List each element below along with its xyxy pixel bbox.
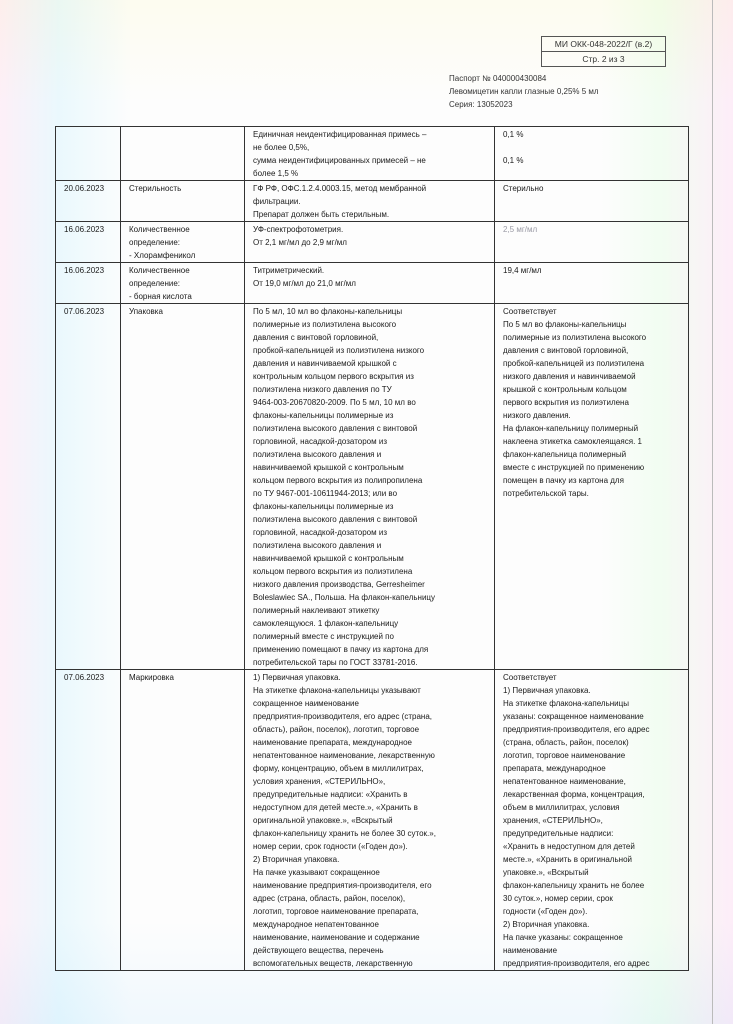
cell-line: 2) Вторичная упаковка. [503, 920, 590, 929]
cell-line: полимерные из полиэтилена высокого [503, 333, 647, 342]
cell-line: предприятия-производителя, его адрес [503, 959, 650, 968]
cell-line: пробкой-капельницей из полиэтилена низкого [253, 346, 425, 355]
cell-line: полимерные из полиэтилена высокого [253, 320, 397, 329]
test-name-cell [121, 263, 245, 304]
method-cell [245, 181, 495, 222]
cell-line: На этикетке флакона-капельницы указывают [253, 686, 421, 695]
cell-line: навинчиваемой крышкой с контрольным [253, 463, 404, 472]
cell-line: На этикетке флакона-капельницы [503, 699, 629, 708]
cell-line: наименование, наименование и содержание [253, 933, 420, 942]
date-cell [56, 670, 121, 971]
cell-line: недоступном для детей месте.», «Хранить в [253, 803, 418, 812]
cell-line: На пачке указаны: сокращенное [503, 933, 623, 942]
cell-line: полиэтилена высокого давления с винтовой [253, 424, 418, 433]
cell-line: определение: [129, 279, 181, 288]
cell-line: УФ-спектрофотометрия. [253, 225, 344, 234]
cell-line: первого вскрытия из полиэтилена [503, 398, 629, 407]
cell-line: кольцом первого вскрытия из полиэтилена [253, 567, 413, 576]
cell-line: потребительской тары по ГОСТ 33781-2016. [253, 658, 418, 667]
cell-line: Количественное [129, 266, 190, 275]
cell-line: применению помещают в пачку из картона для [253, 645, 429, 654]
cell-line: логотип, торговое наименование препарата, [253, 907, 419, 916]
cell-line: Титриметрический. [253, 266, 325, 275]
date-cell [56, 127, 121, 181]
cell-line: Boleslawiec SA., Польша. На флакон-капельницу [253, 593, 436, 602]
cell-line: полиэтилена высокого давления и [253, 450, 382, 459]
test-results-table [55, 126, 689, 971]
cell-line: сокращенное наименование [253, 699, 359, 708]
cell-line: хранения, «СТЕРИЛЬНО», [503, 816, 603, 825]
test-name-cell [121, 181, 245, 222]
cell-line: - борная кислота [129, 292, 192, 301]
cell-line: условия хранения, «СТЕРИЛЬНО», [253, 777, 386, 786]
cell-line [64, 128, 116, 141]
cell-line: предприятия-производителя, его адрес [503, 725, 650, 734]
cell-line: по ТУ 9467-001-10611944-2013; или во [253, 489, 398, 498]
cell-line: От 2,1 мг/мл до 2,9 мг/мл [253, 238, 347, 247]
cell-line: На флакон-капельницу полимерный [503, 424, 639, 433]
document-code: МИ ОКК-048-2022/Г (в.2) [554, 39, 653, 49]
cell-line: номер серии, срок годности («Годен до»). [253, 842, 408, 851]
cell-line: международное непатентованное [253, 920, 379, 929]
cell-line: Стерильность [129, 184, 182, 193]
cell-line: непатентованное наименование, лекарственную [253, 751, 435, 760]
test-name-cell [121, 670, 245, 971]
cell-line: 07.06.2023 [64, 673, 105, 682]
cell-line: предупредительные надписи: «Хранить в [253, 790, 408, 799]
method-cell [245, 263, 495, 304]
page-edge [712, 0, 713, 1024]
cell-line: область), район, поселок), логотип, торговое [253, 725, 420, 734]
result-cell [495, 181, 689, 222]
cell-line: 1) Первичная упаковка. [253, 673, 341, 682]
cell-line: Упаковка [129, 307, 163, 316]
cell-line: Стерильно [503, 184, 544, 193]
cell-line: Соответствует [503, 673, 557, 682]
cell-line: самоклеящуюся. 1 флакон-капельницу [253, 619, 399, 628]
result-cell [495, 304, 689, 670]
cell-line: 2) Вторичная упаковка. [253, 855, 340, 864]
cell-line: флакон-капельницу хранить не более [503, 881, 645, 890]
cell-line: помещен в пачку из картона для [503, 476, 624, 485]
cell-line: фильтрации. [253, 197, 301, 206]
date-cell [56, 263, 121, 304]
document-code-box [541, 36, 666, 67]
cell-line: адрес (страна, область, район, поселок), [253, 894, 406, 903]
method-cell [245, 304, 495, 670]
cell-line: годности («Годен до»). [503, 907, 588, 916]
cell-line: определение: [129, 238, 181, 247]
cell-line: форму, концентрацию, объем в миллилитрах, [253, 764, 424, 773]
cell-line: наименование предприятия-производителя, его [253, 881, 432, 890]
cell-line: полиэтилена высокого давления с винтовой [253, 515, 418, 524]
table-row [56, 670, 689, 971]
cell-line: полимерный вместе с инструкцией по [253, 632, 394, 641]
cell-line: флаконы-капельницы полимерные из [253, 502, 394, 511]
cell-line: 1) Первичная упаковка. [503, 686, 591, 695]
cell-line: наименование [503, 946, 558, 955]
result-cell [495, 670, 689, 971]
cell-line: горловиной, насадкой-дозатором из [253, 528, 387, 537]
cell-line: вместе с инструкцией по применению [503, 463, 645, 472]
cell-line: кольцом первого вскрытия из полипропилена [253, 476, 423, 485]
cell-line: 16.06.2023 [64, 225, 105, 234]
cell-line: полиэтилена низкого давления по ТУ [253, 385, 392, 394]
table-row [56, 304, 689, 670]
cell-line: 16.06.2023 [64, 266, 105, 275]
cell-line: логотип, торговое наименование [503, 751, 626, 760]
cell-line: флаконы-капельницы полимерные из [253, 411, 394, 420]
cell-line: Соответствует [503, 307, 557, 316]
cell-line: горловиной, насадкой-дозатором из [253, 437, 387, 446]
cell-line: давления с винтовой горловиной, [503, 346, 629, 355]
cell-line: 30 суток.», номер серии, срок [503, 894, 613, 903]
test-name-cell [121, 222, 245, 263]
result-cell [495, 263, 689, 304]
cell-line: навинчиваемой крышкой с контрольным [253, 554, 404, 563]
cell-line: наклеена этикетка самоклеящаяся. 1 [503, 437, 642, 446]
cell-line: 0,1 % [503, 130, 524, 139]
date-cell [56, 222, 121, 263]
cell-line: низкого давления производства, Gerresheimer [253, 580, 425, 589]
cell-line: вспомогательных веществ, лекарственную [253, 959, 413, 968]
series-number: Серия: 13052023 [449, 100, 513, 109]
cell-line: 20.06.2023 [64, 184, 105, 193]
cell-line: крышкой с контрольным кольцом [503, 385, 627, 394]
cell-line: препарата, международное [503, 764, 606, 773]
cell-line: наименование препарата, международное [253, 738, 412, 747]
cell-line: На пачке указывают сокращенное [253, 868, 380, 877]
cell-line: давления с винтовой горловиной, [253, 333, 379, 342]
cell-line: низкого давления. [503, 411, 571, 420]
cell-line: сумма неидентифицированных примесей – не [253, 156, 426, 165]
cell-line: Препарат должен быть стерильным. [253, 210, 390, 219]
cell-line: лекарственная форма, концентрация, [503, 790, 645, 799]
cell-line: По 5 мл во флаконы-капельницы [503, 320, 627, 329]
table-row [56, 222, 689, 263]
table-row [56, 127, 689, 181]
cell-line: действующего вещества, перечень [253, 946, 384, 955]
cell-line: «Хранить в недоступном для детей [503, 842, 635, 851]
cell-line: полиэтилена высокого давления и [253, 541, 382, 550]
cell-line: упаковке.», «Вскрытый [503, 868, 589, 877]
cell-line: непатентованное наименование, [503, 777, 626, 786]
cell-line: 07.06.2023 [64, 307, 105, 316]
method-cell [245, 127, 495, 181]
cell-line: пробкой-капельницей из полиэтилена [503, 359, 645, 368]
method-cell [245, 222, 495, 263]
page-number: Стр. 2 из 3 [542, 51, 665, 66]
cell-line: месте.», «Хранить в оригинальной [503, 855, 632, 864]
cell-line: флакон-капельницу хранить не более 30 суток.», [253, 829, 436, 838]
cell-line: По 5 мл, 10 мл во флаконы-капельницы [253, 307, 403, 316]
result-cell [495, 222, 689, 263]
passport-header [449, 72, 599, 111]
cell-line: Количественное [129, 225, 190, 234]
date-cell [56, 181, 121, 222]
cell-line: 9464-003-20670820-2009. По 5 мл, 10 мл во [253, 398, 416, 407]
table-row [56, 263, 689, 304]
cell-line: ГФ РФ, ОФС.1.2.4.0003.15, метод мембранной [253, 184, 427, 193]
cell-line: 0,1 % [503, 156, 524, 165]
cell-line: указаны: сокращенное наименование [503, 712, 644, 721]
date-cell [56, 304, 121, 670]
test-name-cell [121, 304, 245, 670]
cell-line: низкого давления и навинчиваемой [503, 372, 636, 381]
test-name-cell [121, 127, 245, 181]
cell-line: 2,5 мг/мл [503, 225, 538, 234]
cell-line: не более 0,5%, [253, 143, 310, 152]
table-row [56, 181, 689, 222]
cell-line: контрольным кольцом первого вскрытия из [253, 372, 414, 381]
cell-line: предупредительные надписи: [503, 829, 614, 838]
cell-line: объем в миллилитрах, условия [503, 803, 620, 812]
cell-line [503, 141, 684, 154]
cell-line: предприятия-производителя, его адрес (страна, [253, 712, 432, 721]
cell-line: потребительской тары. [503, 489, 589, 498]
passport-number: Паспорт № 040000430084 [449, 74, 547, 83]
result-cell [495, 127, 689, 181]
cell-line: (страна, область, район, поселок) [503, 738, 629, 747]
cell-line: 19,4 мг/мл [503, 266, 542, 275]
cell-line: полимерный наклеивают этикетку [253, 606, 380, 615]
cell-line: более 1,5 % [253, 169, 299, 178]
cell-line: давления и навинчиваемой крышкой с [253, 359, 397, 368]
cell-line: флакон-капельница полимерный [503, 450, 627, 459]
cell-line: Единичная неидентифицированная примесь – [253, 130, 427, 139]
cell-line: От 19,0 мг/мл до 21,0 мг/мл [253, 279, 356, 288]
cell-line: Маркировка [129, 673, 174, 682]
cell-line: оригинальной упаковке.», «Вскрытый [253, 816, 393, 825]
method-cell [245, 670, 495, 971]
cell-line: - Хлорамфеникол [129, 251, 196, 260]
product-name: Левомицетин капли глазные 0,25% 5 мл [449, 87, 599, 96]
